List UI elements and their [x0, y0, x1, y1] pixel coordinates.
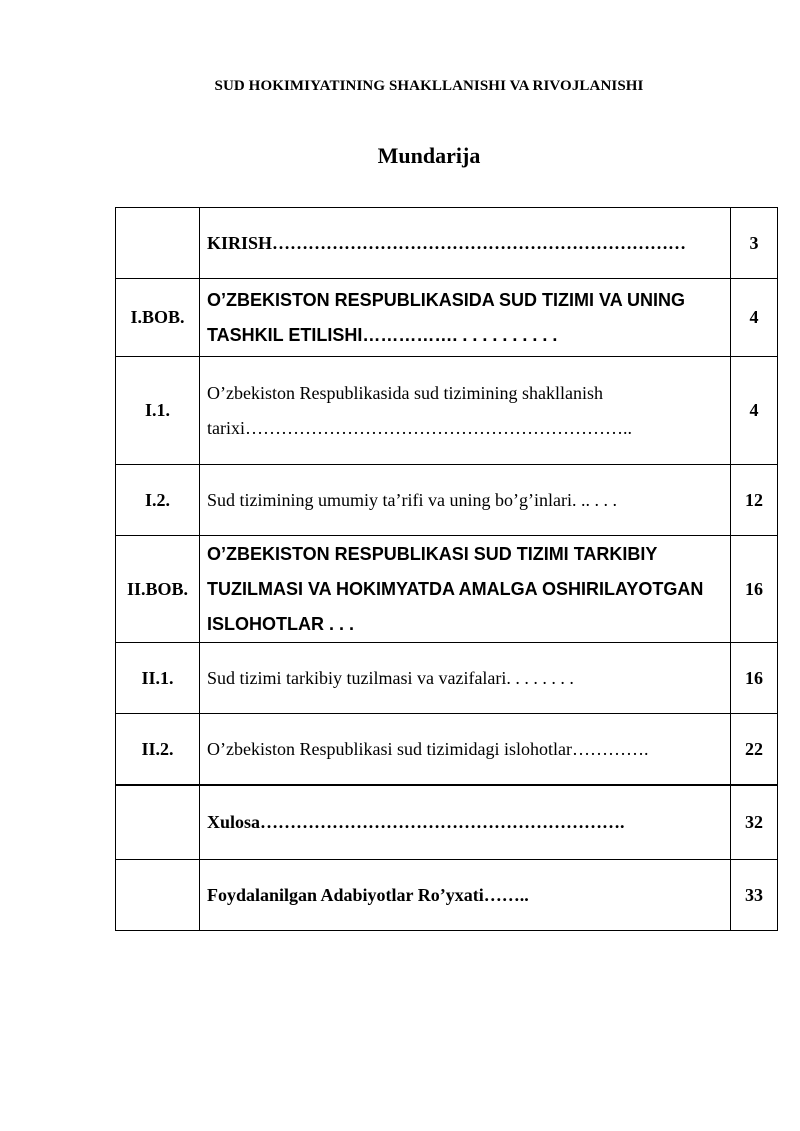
toc-row-title: Xulosa……………………………………………………. — [200, 785, 731, 860]
toc-row-bibliography — [116, 860, 778, 931]
toc-row-number: II.1. — [116, 643, 200, 714]
toc-row-page: 4 — [731, 357, 778, 465]
toc-row-page: 16 — [731, 536, 778, 643]
toc-row-page: 16 — [731, 643, 778, 714]
toc-row-title: Sud tizimi tarkibiy tuzilmasi va vazifalari. . . . . . . . — [200, 643, 731, 714]
document-title: SUD HOKIMIYATINING SHAKLLANISHI VA RIVOJLANISHI — [214, 78, 644, 94]
toc-row-number — [116, 208, 200, 279]
toc-row-page: 4 — [731, 279, 778, 357]
toc-row-chapter-1 — [116, 279, 778, 357]
table-of-contents — [115, 207, 778, 931]
toc-row-number: II.2. — [116, 714, 200, 786]
toc-row-kirish — [116, 208, 778, 279]
toc-row-title: Sud tizimining umumiy ta’rifi va uning bo’g’inlari. .. . . . — [200, 465, 731, 536]
toc-row-title: O’zbekiston Respublikasi sud tizimidagi islohotlar…………. — [200, 714, 731, 786]
toc-row-number: I.2. — [116, 465, 200, 536]
toc-row-number — [116, 860, 200, 931]
toc-row-title: O’ZBEKISTON RESPUBLIKASIDA SUD TIZIMI VA UNING TASHKIL ETILISHI……………. . . . . . . . . . . — [200, 279, 731, 357]
toc-row-page: 12 — [731, 465, 778, 536]
toc-row-section-1-2 — [116, 465, 778, 536]
toc-row-section-2-1 — [116, 643, 778, 714]
toc-row-page: 3 — [731, 208, 778, 279]
toc-row-title: O’ZBEKISTON RESPUBLIKASI SUD TIZIMI TARKIBIY TUZILMASI VA HOKIMYATDA AMALGA OSHIRILAYOTGAN ISLOHOTLAR . . . — [200, 536, 731, 643]
toc-row-section-1-1 — [116, 357, 778, 465]
toc-row-xulosa — [116, 785, 778, 860]
toc-row-title: KIRISH…………………………………………………………… — [200, 208, 731, 279]
toc-row-number: I.BOB. — [116, 279, 200, 357]
toc-row-number: I.1. — [116, 357, 200, 465]
toc-heading: Mundarija — [377, 143, 481, 168]
toc-row-page: 33 — [731, 860, 778, 931]
toc-row-chapter-2 — [116, 536, 778, 643]
toc-row-page: 22 — [731, 714, 778, 786]
toc-row-title: Foydalanilgan Adabiyotlar Ro’yxati…….. — [200, 860, 731, 931]
toc-row-title: O’zbekiston Respublikasida sud tizimining shakllanish tarixi……………………………………………………….. — [200, 357, 731, 465]
toc-row-number — [116, 785, 200, 860]
toc-row-page: 32 — [731, 785, 778, 860]
toc-row-number: II.BOB. — [116, 536, 200, 643]
toc-row-section-2-2 — [116, 714, 778, 786]
